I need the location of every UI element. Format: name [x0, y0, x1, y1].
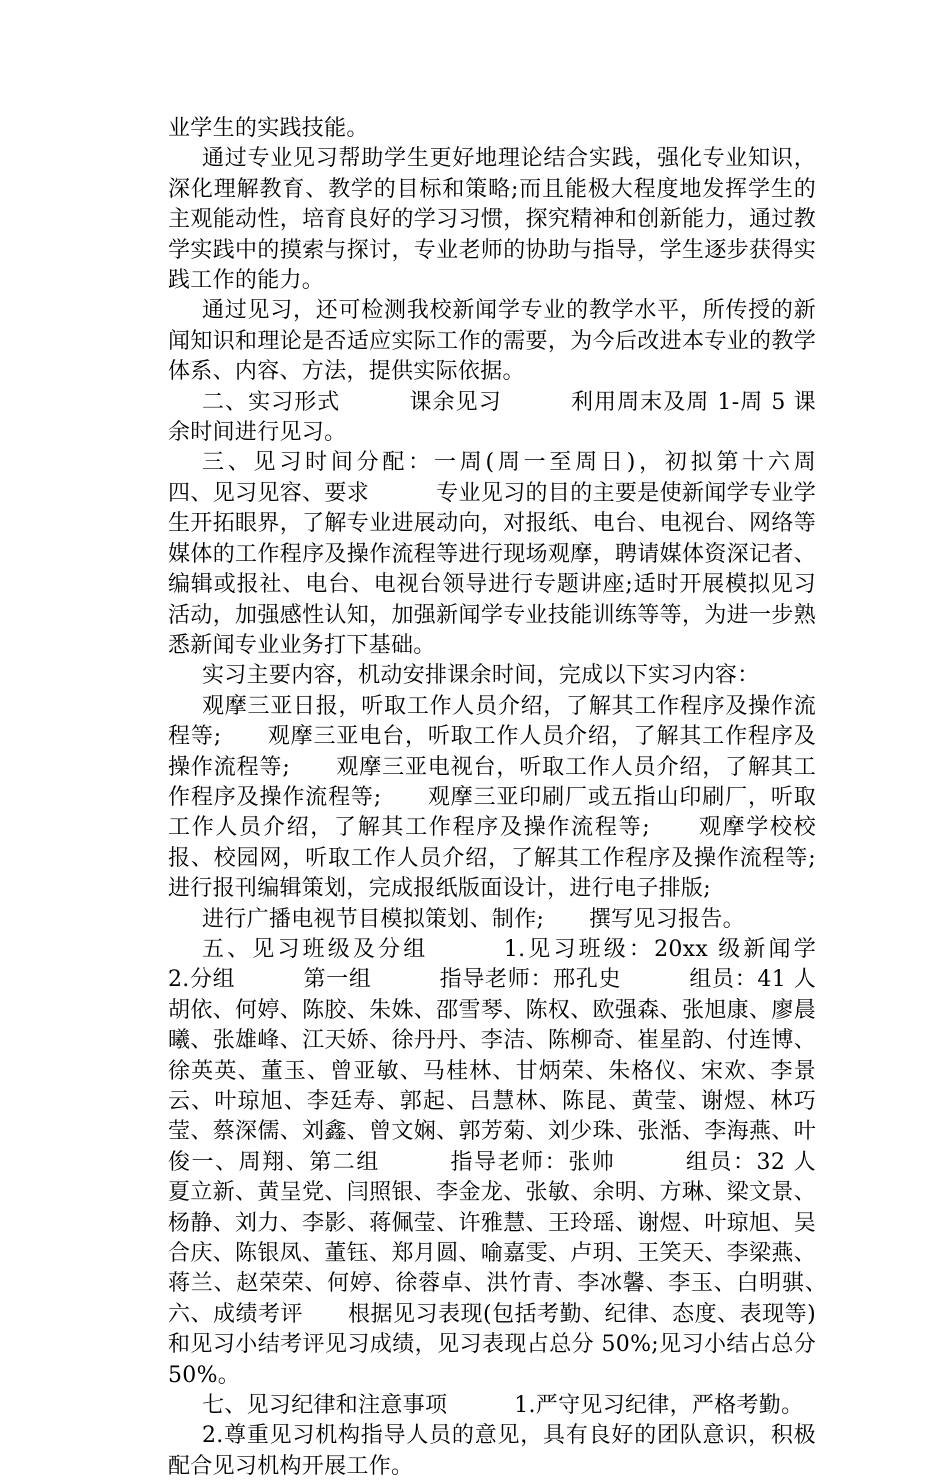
document-body: [168, 114, 883, 1482]
paragraph-6: 实习主要内容，机动安排课余时间，完成以下实习内容：: [202, 663, 760, 689]
paragraph-1: 业学生的实践技能。: [168, 116, 369, 141]
paragraph-11: 2.尊重见习机构指导人员的意见，具有良好的团队意识，积极配合见习机构开展工作。: [168, 1423, 816, 1479]
paragraph-8: 进行广播电视节目模拟策划、制作; 撰写见习报告。: [202, 906, 745, 932]
paragraph-10: 七、见习纪律和注意事项 1.严守见习纪律，严格考勤。: [202, 1393, 804, 1419]
paragraph-2: 通过专业见习帮助学生更好地理论结合实践，强化专业知识，深化理解教育、教学的目标和策略;而且能极大程度地发挥学生的主观能动性，培育良好的学习习惯，探究精神和创新能力，通过教学实践中的摸索与探讨，专业老师的协助与指导，学生逐步获得实践工作的能力。: [168, 146, 816, 294]
paragraph-9: 五、见习班级及分组 1.见习班级：20xx 级新闻学 2.分组 第一组 指导老师：邢孔史 组员：41 人 胡依、何婷、陈胶、朱姝、邵雪琴、陈权、欧强森、张旭康、廖晨曦、张雄峰、江天娇、徐丹丹、李洁、陈柳奇、崔星韵、付连博、徐英英、董玉、曾亚敏、马桂林、甘炳荣、朱格仪、宋欢、李景云、叶琼旭、李廷寿、郭起、吕慧林、陈昆、黄莹、谢煜、林巧莹、蔡深儒、刘鑫、曾文娴、郭芳菊、刘少珠、张湉、李海燕、叶俊一、周翔、第二组 指导老师：张帅 组员：32 人 夏立新、黄呈党、闫照银、李金龙、张敏、余明、方琳、梁文景、杨静、刘力、李影、蒋佩莹、许雅慧、王玲瑶、谢煜、叶琼旭、吴合庆、陈银凤、董钰、郑月圆、喻嘉雯、卢玥、王笑天、李梁燕、蒋兰、赵荣荣、何婷、徐蓉卓、洪竹青、李冰馨、李玉、白明骐、 六、成绩考评 根据见习表现(包括考勤、纪律、态度、表现等)和见习小结考评见习成绩，见习表现占总分 50%;见习小结占总分 50%。: [168, 936, 883, 1388]
paragraph-3: 通过见习，还可检测我校新闻学专业的教学水平，所传授的新闻知识和理论是否适应实际工作的需要，为今后改进本专业的教学体系、内容、方法，提供实际依据。: [168, 298, 816, 385]
paragraph-7: 观摩三亚日报，听取工作人员介绍，了解其工作程序及操作流程等; 观摩三亚电台，听取工作人员介绍，了解其工作程序及操作流程等; 观摩三亚电视台，听取工作人员介绍，了解其工作程序及操作流程等; 观摩三亚印刷厂或五指山印刷厂，听取工作人员介绍，了解其工作程序及操作流程等; 观摩学校校报、校园网，听取工作人员介绍，了解其工作程序及操作流程等; 进行报刊编辑策划，完成报纸版面设计，进行电子排版;: [168, 693, 861, 902]
paragraph-4: 二、实习形式 课余见习 利用周末及周 1-周 5 课余时间进行见习。: [168, 389, 816, 446]
paragraph-5: 三、见习时间分配：一周(周一至周日)，初拟第十六周 四、见习见容、要求 专业见习的目的主要是使新闻学专业学生开拓眼界，了解专业进展动向，对报纸、电台、电视台、网络等媒体的工作程序及操作流程等进行现场观摩，聘请媒体资深记者、编辑或报社、电台、电视台领导进行专题讲座;适时开展模拟见习活动，加强感性认知，加强新闻学专业技能训练等等，为进一步熟悉新闻专业业务打下基础。: [168, 450, 883, 658]
